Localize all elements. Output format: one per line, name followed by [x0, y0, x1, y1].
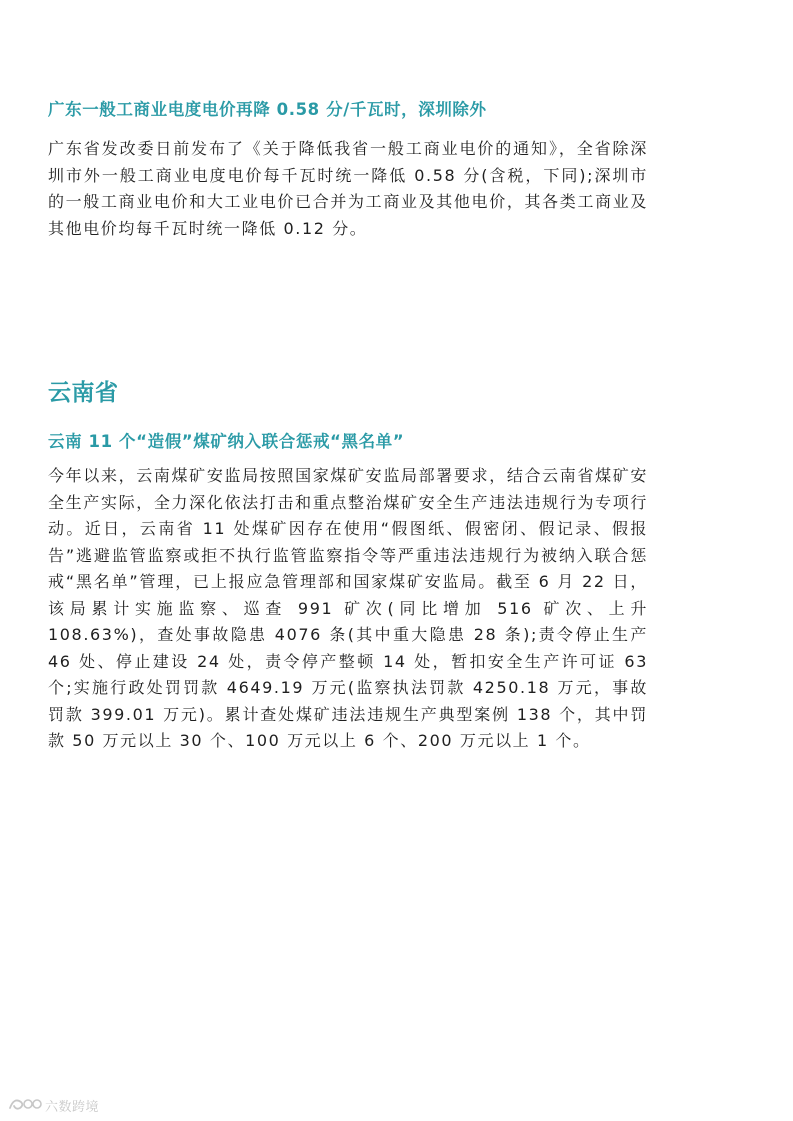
- guangdong-paragraph: 广东省发改委日前发布了《关于降低我省一般工商业电价的通知》，全省除深圳市外一般工商业电度电价每千瓦时统一降低 0.58 分(含税，下同);深圳市的一般工商业电价和大工业电价已合并为工商业及其他电价，其各类工商业及其他电价均每千瓦时统一降低 0.12 分。: [48, 139, 648, 238]
- watermark-text: 六数跨境: [45, 1099, 100, 1115]
- yunnan-section-title: 云南省: [48, 380, 119, 406]
- yunnan-paragraph: 今年以来，云南煤矿安监局按照国家煤矿安监局部署要求，结合云南省煤矿安全生产实际，全力深化依法打击和重点整治煤矿安全生产违法违规行为专项行动。近日，云南省 11 处煤矿因存在使用“假图纸、假密闭、假记录、假报告”逃避监管监察或拒不执行监管监察指令等严重违法违规行为被纳入联合惩戒“黑名单”管理，已上报应急管理部和国家煤矿安监局。截至 6 月 22 日，该局累计实施监察、巡查 991 矿次(同比增加 516 矿次、上升 108.63%)，查处事故隐患 4076 条(其中重大隐患 28 条);责令停止生产 46 处、停止建设 24 处，责令停产整顿 14 处，暂扣安全生产许可证 63 个;实施行政处罚罚款 4649.19 万元(监察执法罚款 4250.18 万元，事故罚款 399.01 万元)。累计查处煤矿违法违规生产典型案例 138 个，其中罚款 50 万元以上 30 个、100 万元以上 6 个、200 万元以上 1 个。: [48, 466, 648, 750]
- guangdong-headline: 广东一般工商业电度电价再降 0.58 分/千瓦时，深圳除外: [48, 100, 487, 119]
- watermark: [8, 1095, 99, 1115]
- watermark-logo-icon: [8, 1094, 42, 1116]
- yunnan-headline: 云南 11 个“造假”煤矿纳入联合惩戒“黑名单”: [48, 432, 405, 451]
